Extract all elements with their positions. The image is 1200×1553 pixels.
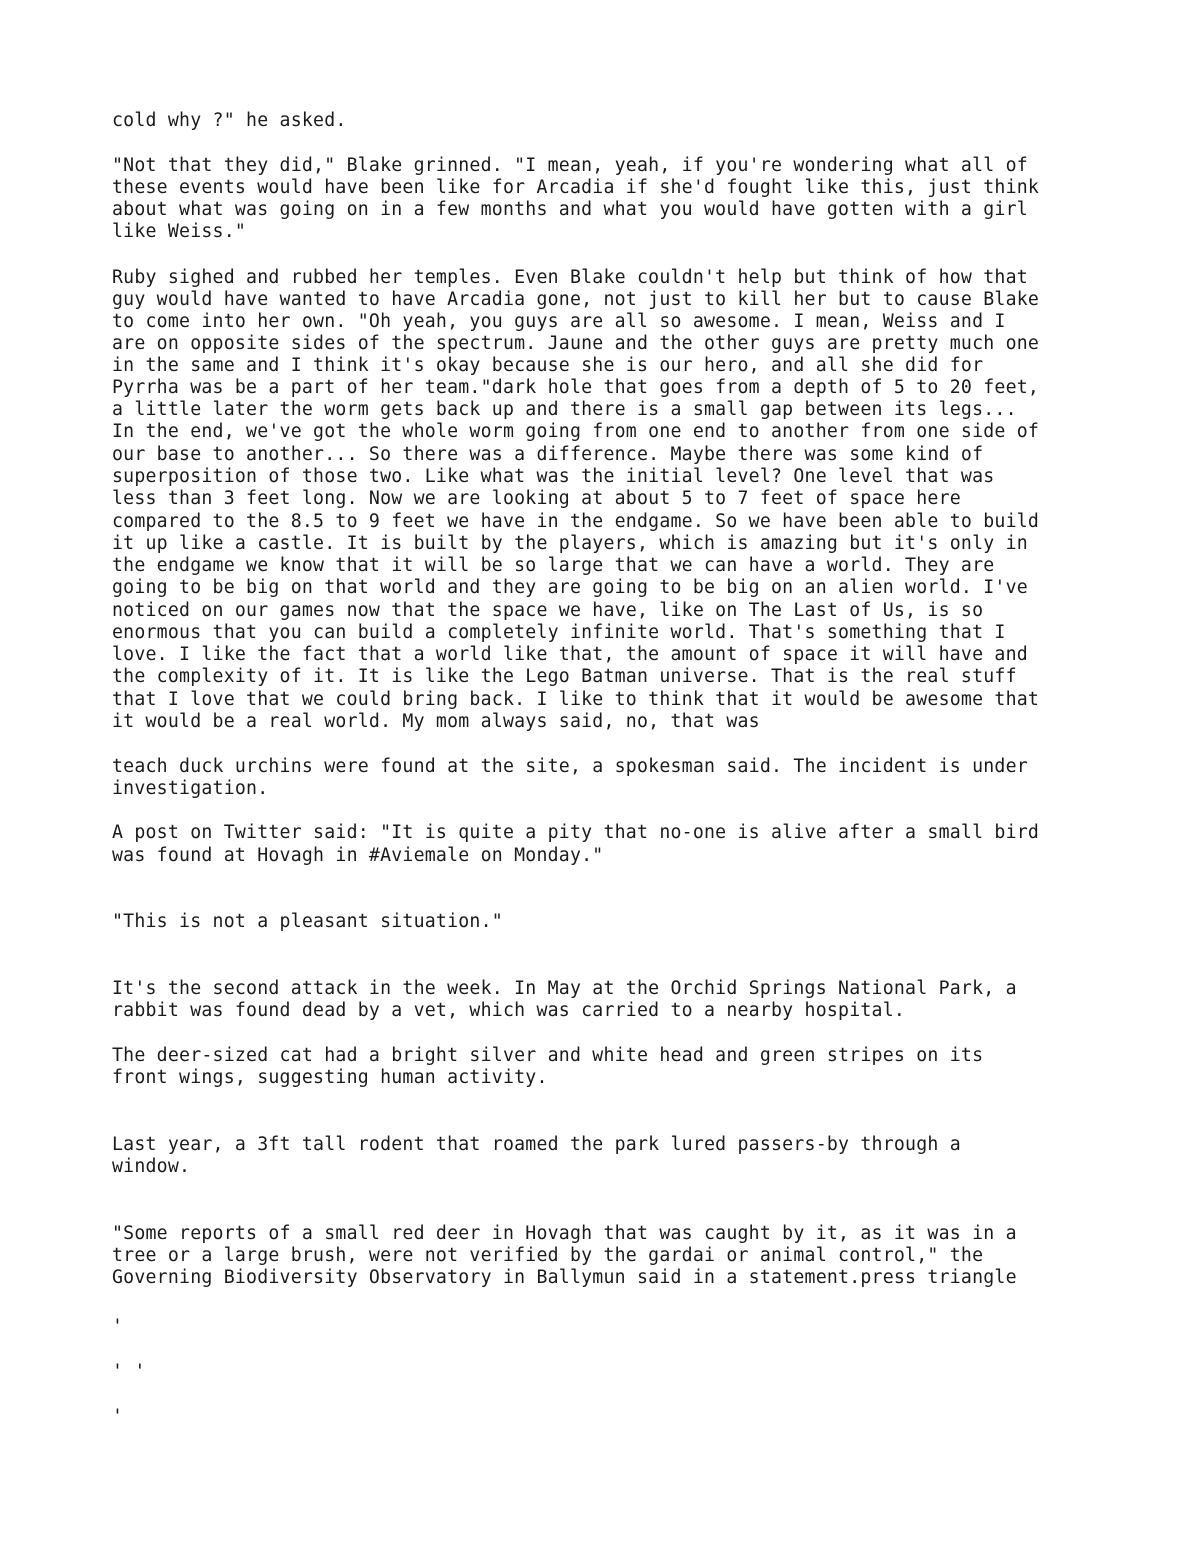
text-line: are on opposite sides of the spectrum. Jaune and the other guys are pretty much one (112, 333, 1040, 354)
text-line: The deer-sized cat had a bright silver and white head and green stripes on its (112, 1045, 984, 1066)
text-line: that I love that we could bring back. I like to think that it would be awesome that (112, 689, 1040, 710)
text-line: Ruby sighed and rubbed her temples. Even Blake couldn't help but think of how that (112, 267, 1028, 288)
text-line: the complexity of it. It is like the Lego Batman universe. That is the real stuff (112, 666, 1017, 687)
text-line: love. I like the fact that a world like that, the amount of space it will have and (112, 644, 1028, 665)
text-line: guy would have wanted to have Arcadia gone, not just to kill her but to cause Blake (112, 289, 1040, 310)
text-line: the endgame we know that it will be so large that we can have a world. They are (112, 555, 995, 576)
text-line: ' (112, 1316, 124, 1337)
text-line: it would be a real world. My mom always said, no, that was (112, 711, 760, 732)
text-line: ' (112, 1406, 124, 1427)
text-line: enormous that you can build a completely infinite world. That's something that I (112, 622, 1006, 643)
text-line: our base to another... So there was a difference. Maybe there was some kind of (112, 444, 984, 465)
text-line: It's the second attack in the week. In May at the Orchid Springs National Park, a (112, 978, 1017, 999)
text-line: to come into her own. "Oh yeah, you guys are all so awesome. I mean, Weiss and I (112, 311, 1006, 332)
text-line: less than 3 feet long. Now we are looking at about 5 to 7 feet of space here (112, 488, 961, 509)
text-line: compared to the 8.5 to 9 feet we have in the endgame. So we have been able to build (112, 511, 1040, 532)
text-line: front wings, suggesting human activity. (112, 1067, 548, 1088)
text-line: investigation. (112, 778, 269, 799)
text-line: rabbit was found dead by a vet, which was carried to a nearby hospital. (112, 1000, 906, 1021)
text-line: "Some reports of a small red deer in Hovagh that was caught by it, as it was in a (112, 1223, 1017, 1244)
text-line: about what was going on in a few months and what you would have gotten with a girl (112, 199, 1028, 220)
text-line: a little later the worm gets back up and there is a small gap between its legs... (112, 399, 1017, 420)
text-line: going to be big on that world and they are going to be big on an alien world. I've (112, 577, 1028, 598)
text-line: it up like a castle. It is built by the players, which is amazing but it's only in (112, 533, 1028, 554)
text-line: superposition of those two. Like what was the initial level? One level that was (112, 466, 995, 487)
text-line: "Not that they did," Blake grinned. "I mean, yeah, if you're wondering what all of (112, 155, 1028, 176)
text-line: cold why ?" he asked. (112, 110, 347, 131)
text-line: window. (112, 1156, 191, 1177)
text-line: was found at Hovagh in #Aviemale on Monday." (112, 845, 604, 866)
text-line: Governing Biodiversity Observatory in Ballymun said in a statement.press triangle (112, 1267, 1017, 1288)
text-line: Last year, a 3ft tall rodent that roamed the park lured passers-by through a (112, 1134, 961, 1155)
text-line: Pyrrha was be a part of her team."dark hole that goes from a depth of 5 to 20 feet, (112, 377, 1040, 398)
text-line: "This is not a pleasant situation." (112, 911, 503, 932)
text-line: like Weiss." (112, 221, 247, 242)
text-line: teach duck urchins were found at the site, a spokesman said. The incident is under (112, 756, 1028, 777)
text-line: In the end, we've got the whole worm going from one end to another from one side of (112, 421, 1040, 442)
text-line: noticed on our games now that the space we have, like on The Last of Us, is so (112, 600, 984, 621)
text-line: in the same and I think it's okay because she is our hero, and all she did for (112, 355, 984, 376)
text-line: these events would have been like for Arcadia if she'd fought like this, just think (112, 177, 1040, 198)
text-line: A post on Twitter said: "It is quite a pity that no-one is alive after a small bird (112, 822, 1040, 843)
text-line: tree or a large brush, were not verified by the gardai or animal control," the (112, 1245, 984, 1266)
text-line: ' ' (112, 1361, 146, 1382)
